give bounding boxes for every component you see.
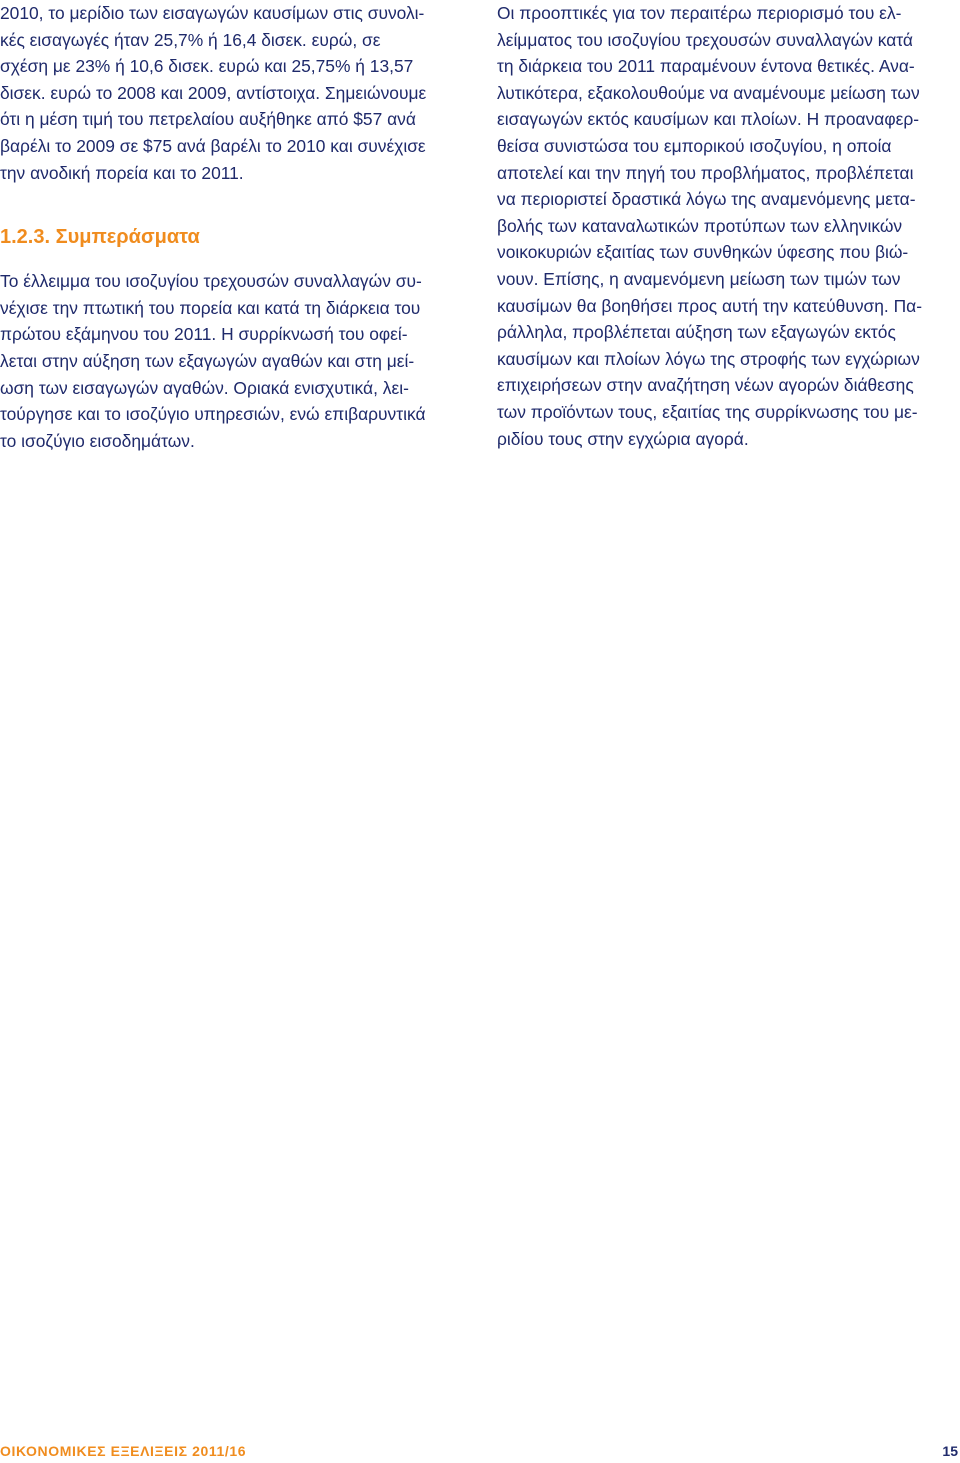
intro-paragraph: 2010, το μερίδιο των εισαγωγών καυσίμων στις συνολι- κές εισαγωγές ήταν 25,7% ή 16,4 δισεκ. ευρώ, σε σχέση με 23% ή 10,6 δισεκ. ευρώ και 25,75% ή 13,57 δισεκ. ευρώ το 2008 και 2009, αντίστοιχα. Σημειώνουμε ότι η μέση τιμή του πετρελαίου αυξήθηκε από $57 ανά βαρέλι το 2009 σε $75 ανά βαρέλι το 2010 και συνέχισε την ανοδική πορεία και το 2011. bbox=[0, 3, 427, 183]
right-column bbox=[497, 0, 960, 452]
section-paragraph: Το έλλειμμα του ισοζυγίου τρεχουσών συναλλαγών συ- νέχισε την πτωτική του πορεία και κατά τη διάρκεια του πρώτου εξάμηνου του 2011. Η συρρίκνωσή του οφεί- λεται στην αύξηση των εξαγωγών αγαθών και στη μεί- ωση των εισαγωγών αγαθών. Οριακά ενισχυτικά, λει- τούργησε και το ισοζύγιο υπηρεσιών, ενώ επιβαρυντικά το ισοζύγιο εισοδημάτων. bbox=[0, 271, 426, 451]
section-heading: 1.2.3. Συμπεράσματα bbox=[0, 226, 200, 249]
publication-title: ΟΙΚΟΝΟΜΙΚΕΣ ΕΞΕΛΙΞΕΙΣ 2011/16 bbox=[0, 1443, 247, 1459]
page-footer bbox=[0, 1443, 960, 1463]
left-column bbox=[0, 0, 463, 454]
outlook-paragraph: Οι προοπτικές για τον περαιτέρω περιορισμό του ελ- λείμματος του ισοζυγίου τρεχουσών συναλλαγών κατά τη διάρκεια του 2011 παραμένουν έντονα θετικές. Ανα- λυτικότερα, εξακολουθούμε να αναμένουμε μείωση των εισαγωγών εκτός καυσίμων και πλοίων. Η προαναφερ- θείσα συνιστώσα του εμπορικού ισοζυγίου, η οποία αποτελεί και την πηγή του προβλήματος, προβλέπεται να περιοριστεί δραστικά λόγω της αναμενόμενης μετα- βολής των καταναλωτικών προτύπων των ελληνικών νοικοκυριών εξαιτίας των συνθηκών ύφεσης που βιώ- νουν. Επίσης, η αναμενόμενη μείωση των τιμών των καυσίμων θα βοηθήσει προς αυτή την κατεύθυνση. Πα- ράλληλα, προβλέπεται αύξηση των εξαγωγών εκτός καυσίμων και πλοίων λόγω της στροφής των εγχώριων επιχειρήσεων στην αναζήτηση νέων αγορών διάθεσης των προϊόντων τους, εξαιτίας της συρρίκνωσης του με- ριδίου τους στην εγχώρια αγορά. bbox=[497, 3, 923, 449]
page-number: 15 bbox=[942, 1443, 958, 1459]
